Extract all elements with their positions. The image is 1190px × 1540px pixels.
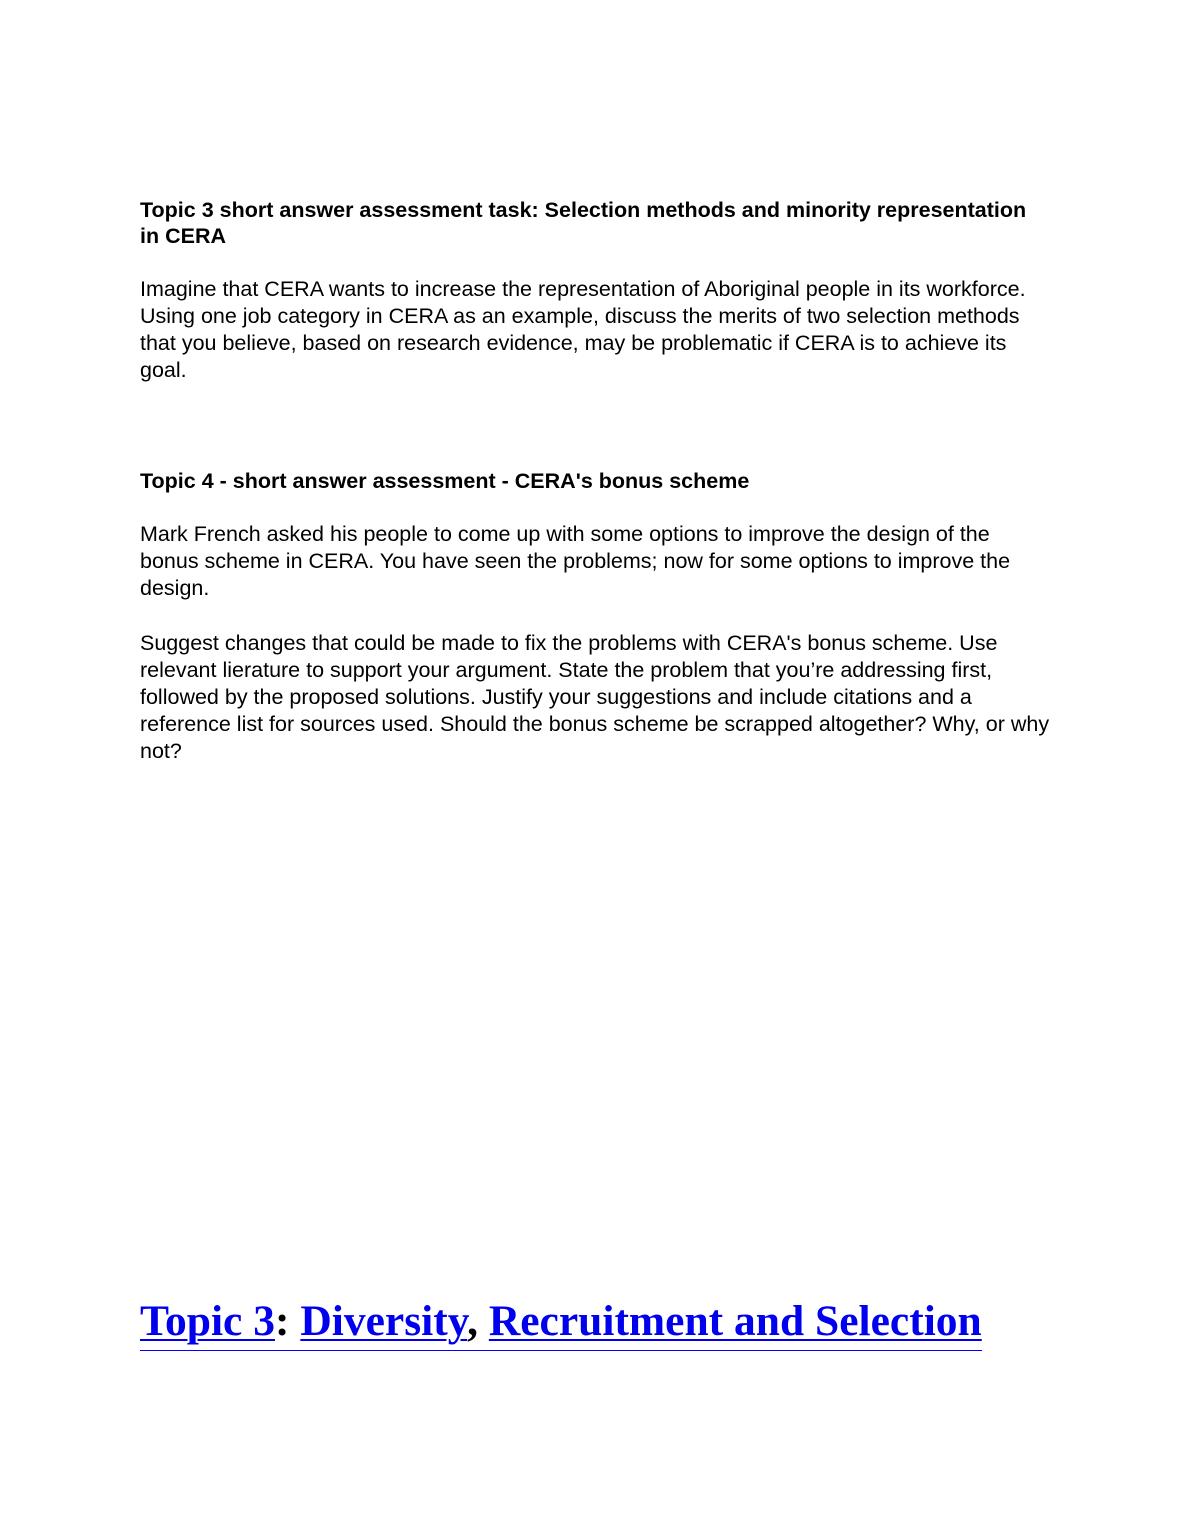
topic4-paragraph-1: Mark French asked his people to come up with some options to improve the design of the bonus scheme in CERA. You have seen the problems; now for some options to improve the design. [140,522,1011,600]
diversity-link[interactable]: Diversity [300,1297,468,1345]
topic3-task-body-section [140,276,1050,384]
document-page [140,0,1050,1540]
title-comma: , [467,1297,478,1345]
topic3-link[interactable]: Topic 3 [140,1297,275,1345]
topic4-paragraph-1-section [140,521,1050,602]
recruitment-selection-link[interactable]: Recruitment and Selection [488,1297,982,1345]
topic4-paragraph-2-section [140,630,1050,765]
title-colon: : [274,1297,290,1345]
topic4-task-heading: Topic 4 - short answer assessment - CERA's bonus scheme [140,469,750,493]
topic3-task-heading: Topic 3 short answer assessment task: Selection methods and minority representation in CERA [140,198,1027,248]
topic3-task-section [140,197,1050,249]
topic4-paragraph-2: Suggest changes that could be made to fix the problems with CERA's bonus scheme. Use relevant lierature to support your argument. State the problem that you’re addressing first, followed by the proposed solutions. Justify your suggestions and include citations and a reference list for sources used. Should the bonus scheme be scrapped altogether? Why, or why not? [140,631,1050,763]
topic3-title [140,1292,982,1351]
topic4-task-section [140,468,1050,494]
topic3-task-body: Imagine that CERA wants to increase the representation of Aboriginal people in its workforce. Using one job category in CERA as an example, discuss the merits of two selection methods that you believe, based on research evidence, may be problematic if CERA is to achieve its goal. [140,277,1026,382]
